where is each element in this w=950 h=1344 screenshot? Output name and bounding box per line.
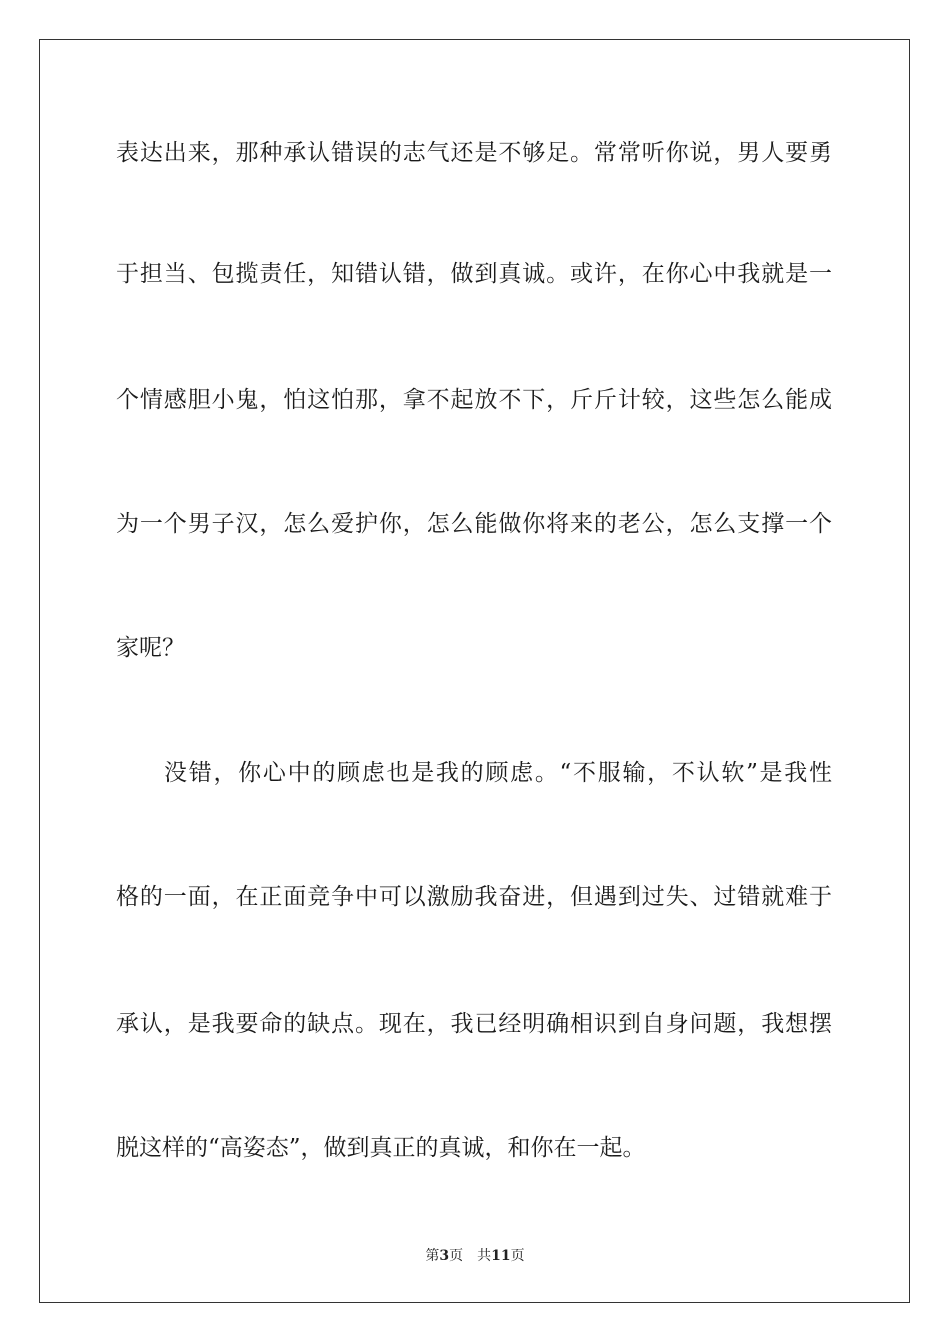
body-text-line: 个情感胆小鬼，怕这怕那，拿不起放不下，斤斤计较，这些怎么能成 (116, 387, 832, 413)
page-label-suffix: 页 (449, 1248, 464, 1264)
body-text-line: 格的一面，在正面竞争中可以激励我奋进，但遇到过失、过错就难于 (116, 884, 832, 910)
body-text-line: 家呢？ (116, 635, 185, 661)
body-text-line: 于担当、包揽责任，知错认错，做到真诚。或许，在你心中我就是一 (116, 261, 832, 287)
total-label-suffix: 页 (510, 1248, 525, 1264)
body-text-line: 为一个男子汉，怎么爱护你，怎么能做你将来的老公，怎么支撑一个 (116, 511, 832, 537)
page-border (39, 39, 910, 1303)
body-text-line-indented: 没错，你心中的顾虑也是我的顾虑。“不服输，不认软”是我性 (164, 760, 832, 786)
body-text-line: 脱这样的“高姿态”，做到真正的真诚，和你在一起。 (116, 1135, 646, 1161)
page-label-prefix: 第 (425, 1248, 440, 1264)
total-label-prefix: 共 (477, 1248, 492, 1264)
page-number: 3 (439, 1248, 450, 1264)
body-text-line: 表达出来，那种承认错误的志气还是不够足。常常听你说，男人要勇 (116, 140, 832, 166)
page-footer (0, 1247, 950, 1265)
body-text-line: 承认，是我要命的缺点。现在，我已经明确相识到自身问题，我想摆 (116, 1011, 832, 1037)
total-pages: 11 (491, 1248, 511, 1264)
